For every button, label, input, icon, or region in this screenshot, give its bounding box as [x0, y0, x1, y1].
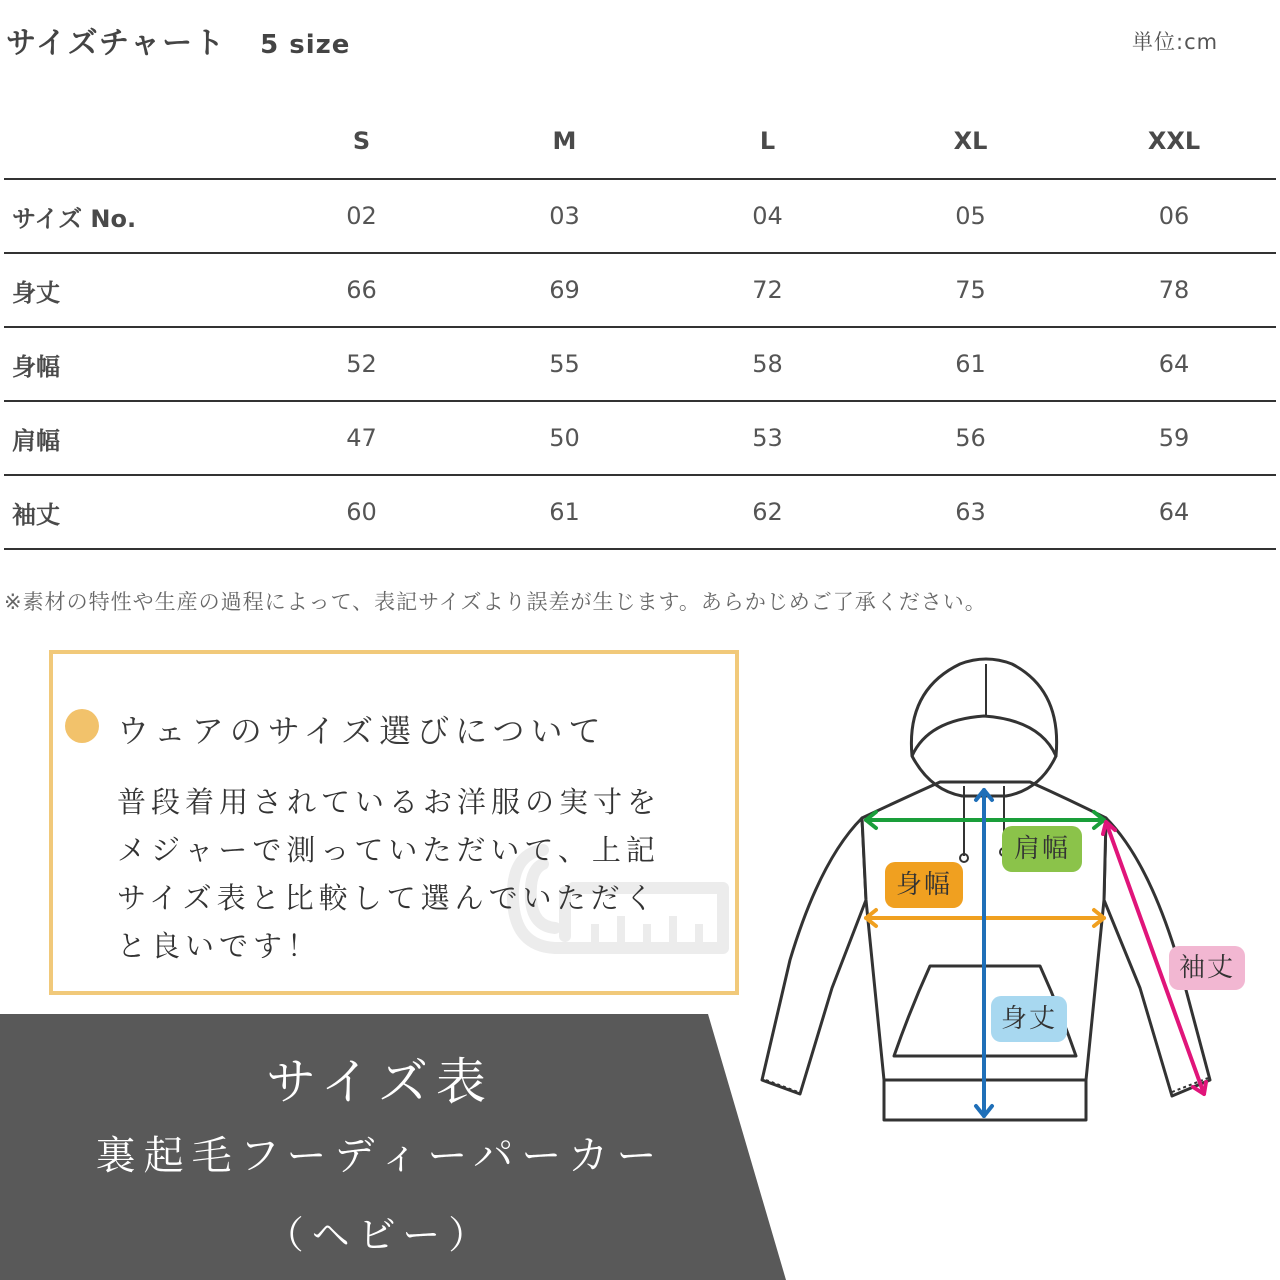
banner-product-name: 裏起毛フーディーパーカー — [95, 1133, 665, 1179]
advice-body — [117, 778, 677, 970]
disclaimer-note: ※素材の特性や生産の過程によって、表記サイズより誤差が生じます。あらかじめご了承ください。 — [4, 590, 987, 614]
table-cell: 61 — [869, 327, 1072, 401]
table-cell: 69 — [463, 253, 666, 327]
advice-line: メジャーで測っていただいて、上記 — [117, 833, 660, 867]
table-cell: 53 — [666, 401, 869, 475]
shoulder-width-tag: 肩幅 — [1002, 826, 1082, 872]
table-cell: 61 — [463, 475, 666, 549]
row-label: サイズ No. — [4, 179, 260, 253]
column-header: M — [463, 104, 666, 179]
table-cell: 72 — [666, 253, 869, 327]
advice-line: サイズ表と比較して選んでいただく — [117, 881, 659, 915]
row-label: 身丈 — [4, 253, 260, 327]
row-label: 身幅 — [4, 327, 260, 401]
table-cell: 75 — [869, 253, 1072, 327]
table-cell: 56 — [869, 401, 1072, 475]
table-cell: 04 — [666, 179, 869, 253]
table-row — [4, 475, 1276, 549]
table-cell: 05 — [869, 179, 1072, 253]
column-header: L — [666, 104, 869, 179]
table-row — [4, 401, 1276, 475]
size-table — [4, 104, 1276, 550]
advice-line: と良いです！ — [117, 929, 322, 963]
column-header: XXL — [1072, 104, 1276, 179]
table-cell: 02 — [260, 179, 463, 253]
table-row — [4, 253, 1276, 327]
column-header — [4, 104, 260, 179]
table-header-row — [4, 104, 1276, 179]
size-advice-box — [49, 650, 739, 995]
body-length-tag: 身丈 — [991, 996, 1067, 1042]
table-cell: 58 — [666, 327, 869, 401]
table-cell: 03 — [463, 179, 666, 253]
table-cell: 64 — [1072, 475, 1276, 549]
product-banner — [0, 1014, 790, 1280]
advice-line: 普段着用されているお洋服の実寸を — [117, 785, 662, 819]
title-subtitle: 5 size — [260, 30, 351, 60]
body-width-tag: 身幅 — [885, 862, 963, 908]
table-cell: 06 — [1072, 179, 1276, 253]
table-cell: 78 — [1072, 253, 1276, 327]
table-cell: 63 — [869, 475, 1072, 549]
table-cell: 52 — [260, 327, 463, 401]
table-cell: 59 — [1072, 401, 1276, 475]
title-text: サイズチャート — [6, 26, 227, 61]
table-row — [4, 327, 1276, 401]
table-cell: 55 — [463, 327, 666, 401]
banner-variant: （ヘビー） — [265, 1213, 495, 1257]
table-cell: 50 — [463, 401, 666, 475]
page-title — [6, 18, 350, 62]
column-header: S — [260, 104, 463, 179]
hoodie-hood — [911, 659, 1056, 756]
bullet-dot-icon — [65, 709, 99, 743]
hoodie-diagram — [750, 650, 1230, 1130]
column-header: XL — [869, 104, 1072, 179]
banner-title: サイズ表 — [266, 1053, 494, 1111]
row-label: 肩幅 — [4, 401, 260, 475]
table-row — [4, 179, 1276, 253]
table-cell: 64 — [1072, 327, 1276, 401]
sleeve-length-tag: 袖丈 — [1169, 946, 1245, 990]
row-label: 袖丈 — [4, 475, 260, 549]
advice-heading: ウェアのサイズ選びについて — [117, 712, 607, 750]
left-sleeve — [762, 818, 866, 1094]
table-cell: 62 — [666, 475, 869, 549]
table-cell: 47 — [260, 401, 463, 475]
table-cell: 66 — [260, 253, 463, 327]
unit-label: 単位:cm — [1132, 30, 1219, 54]
table-cell: 60 — [260, 475, 463, 549]
